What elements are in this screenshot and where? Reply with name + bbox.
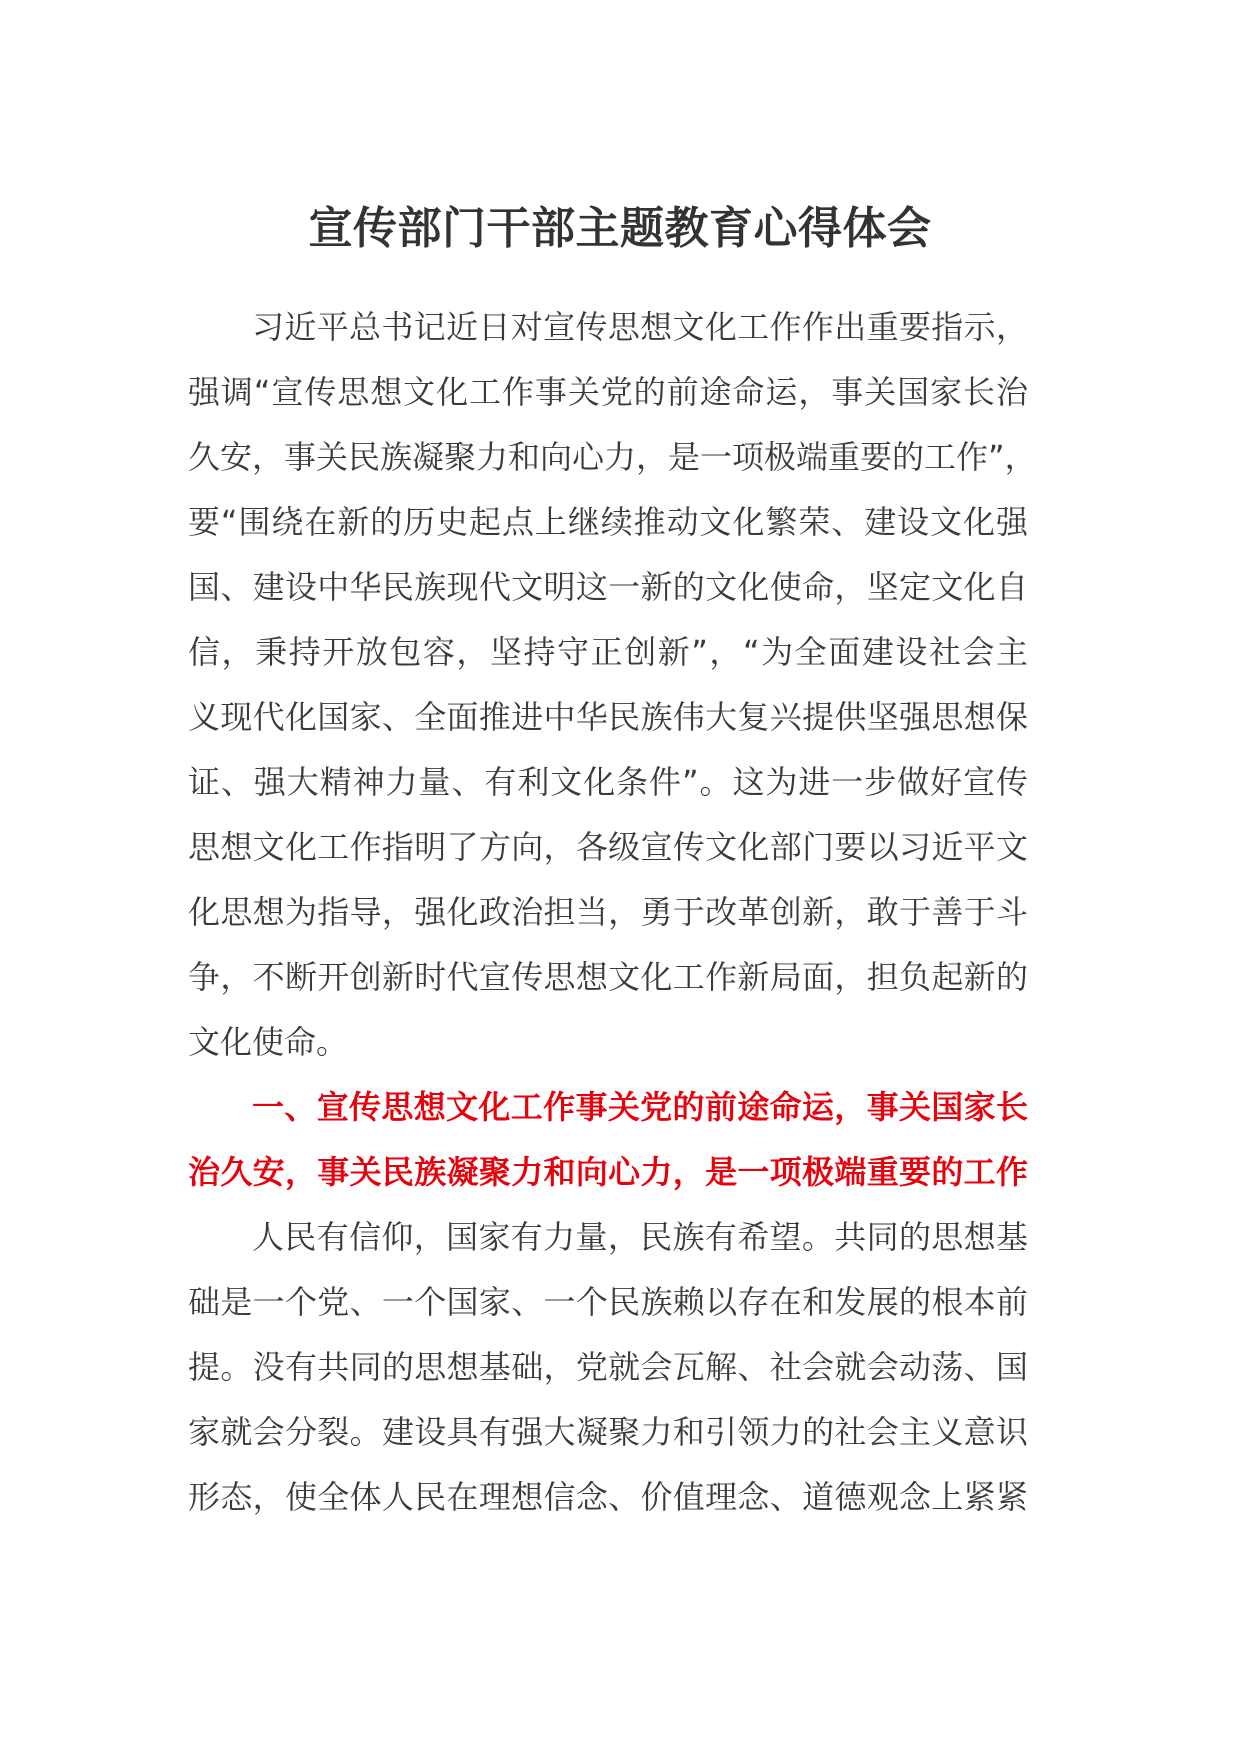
document-title: 宣传部门干部主题教育心得体会 <box>308 203 932 254</box>
paragraph-line: 要“围绕在新的历史起点上继续推动文化繁荣、建设文化强 <box>188 503 1028 541</box>
intro-paragraph <box>188 295 1037 1075</box>
paragraph-line: 习近平总书记近日对宣传思想文化工作作出重要指示， <box>252 308 1028 346</box>
paragraph-line: 强调“宣传思想文化工作事关党的前途命运，事关国家长治 <box>188 373 1028 411</box>
paragraph-line: 思想文化工作指明了方向，各级宣传文化部门要以习近平文 <box>188 828 1028 866</box>
paragraph-line: 证、强大精神力量、有利文化条件”。这为进一步做好宣传 <box>188 763 1028 801</box>
section-heading <box>188 1075 1028 1205</box>
section-heading-line: 治久安，事关民族凝聚力和向心力，是一项极端重要的工作 <box>188 1153 1028 1191</box>
paragraph-line: 争，不断开创新时代宣传思想文化工作新局面，担负起新的 <box>188 958 1028 996</box>
paragraph-line: 础是一个党、一个国家、一个民族赖以存在和发展的根本前 <box>188 1283 1028 1321</box>
section-heading-line: 一、宣传思想文化工作事关党的前途命运，事关国家长 <box>252 1088 1028 1126</box>
paragraph-line: 信，秉持开放包容，坚持守正创新”，“为全面建设社会主 <box>188 633 1028 671</box>
paragraph-line: 国、建设中华民族现代文明这一新的文化使命，坚定文化自 <box>188 568 1028 606</box>
paragraph-line: 提。没有共同的思想基础，党就会瓦解、社会就会动荡、国 <box>188 1348 1028 1386</box>
document-body <box>188 295 1037 1530</box>
paragraph-line: 文化使命。 <box>188 1023 349 1061</box>
paragraph-line: 家就会分裂。建设具有强大凝聚力和引领力的社会主义意识 <box>188 1413 1028 1451</box>
paragraph-line: 形态，使全体人民在理想信念、价值理念、道德观念上紧紧 <box>188 1478 1028 1516</box>
paragraph-line: 久安，事关民族凝聚力和向心力，是一项极端重要的工作”， <box>188 438 1037 476</box>
section-paragraph <box>188 1205 1028 1530</box>
paragraph-line: 人民有信仰，国家有力量，民族有希望。共同的思想基 <box>252 1218 1028 1256</box>
paragraph-line: 义现代化国家、全面推进中华民族伟大复兴提供坚强思想保 <box>188 698 1028 736</box>
paragraph-line: 化思想为指导，强化政治担当，勇于改革创新，敢于善于斗 <box>188 893 1028 931</box>
